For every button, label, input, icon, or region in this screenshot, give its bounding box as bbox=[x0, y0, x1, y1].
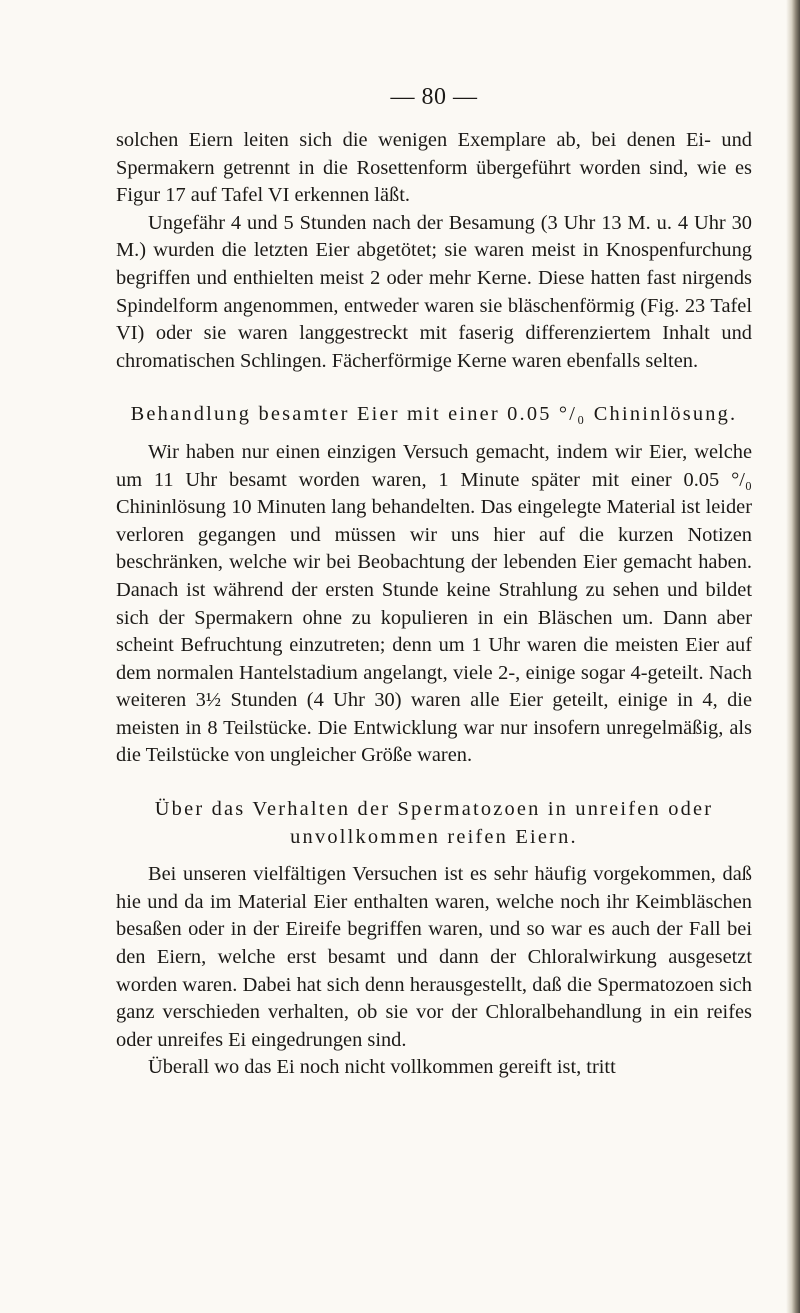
paragraph-chinin-versuch: Wir haben nur einen einzigen Versuch gemacht, indem wir Eier, welche um 11 Uhr besamt worden waren, 1 Minute später mit einer 0.05 °/₀ Chininlösung 10 Minuten lang behandelten. Das eingelegte Material ist leider verloren gegangen und müssen wir uns hier auf die kurzen Notizen beschränken, welche wir bei Beobachtung der lebenden Eier gemacht haben. Danach ist während der ersten Stunde keine Strahlung zu sehen und bildet sich der Spermakern ohne zu kopulieren in ein Bläschen um. Dann aber scheint Befruchtung einzutreten; denn um 1 Uhr waren die meisten Eier auf dem normalen Hantelstadium angelangt, viele 2-, einige sogar 4-geteilt. Nach weiteren 3½ Stunden (4 Uhr 30) waren alle Eier geteilt, einige in 4, die meisten in 8 Teilstücke. Die Entwicklung war nur insofern unregelmäßig, als die Teilstücke von ungleicher Größe waren. bbox=[116, 440, 752, 767]
section-heading-spermatozoen: Über das Verhalten der Spermatozoen in unreifen oder unvollkommen reifen Eiern. bbox=[154, 798, 714, 848]
book-spine-shadow bbox=[786, 0, 800, 1313]
paragraph-continuation: solchen Eiern leiten sich die wenigen Exemplare ab, bei denen Ei- und Spermakern getrennt in die Rosettenform übergeführt worden sind, wie es Figur 17 auf Tafel VI erkennen läßt. bbox=[116, 129, 752, 207]
paragraph-ueberall: Überall wo das Ei noch nicht vollkommen gereift ist, tritt bbox=[148, 1056, 616, 1079]
book-page bbox=[116, 84, 752, 1082]
page-number: — 80 — bbox=[390, 84, 478, 110]
paragraph-versuche: Bei unseren vielfältigen Versuchen ist es sehr häufig vorgekommen, daß hie und da im Material Eier enthalten waren, welche noch ihr Keimbläschen besaßen oder in der Eireife begriffen waren, und so war es auch der Fall bei den Eiern, welche erst besamt und dann der Chloralwirkung ausgesetzt worden waren. Dabei hat sich denn herausgestellt, daß die Spermatozoen sich ganz verschieden verhalten, ob sie vor der Chloralbehandlung in ein reifes oder unreifes Ei eingedrungen sind. bbox=[116, 863, 752, 1051]
section-heading-chinin: Behandlung besamter Eier mit einer 0.05 °/₀ Chininlösung. bbox=[130, 403, 738, 426]
paragraph-besamung: Ungefähr 4 und 5 Stunden nach der Besamung (3 Uhr 13 M. u. 4 Uhr 30 M.) wurden die letzten Eier abgetötet; sie waren meist in Knospenfurchung begriffen und enthielten meist 2 oder mehr Kerne. Diese hatten fast nirgends Spindelform angenommen, entweder waren sie bläschenförmig (Fig. 23 Tafel VI) oder sie waren langgestreckt mit faserig differenziertem Inhalt und chromatischen Schlingen. Fächerförmige Kerne waren ebenfalls selten. bbox=[116, 211, 752, 372]
